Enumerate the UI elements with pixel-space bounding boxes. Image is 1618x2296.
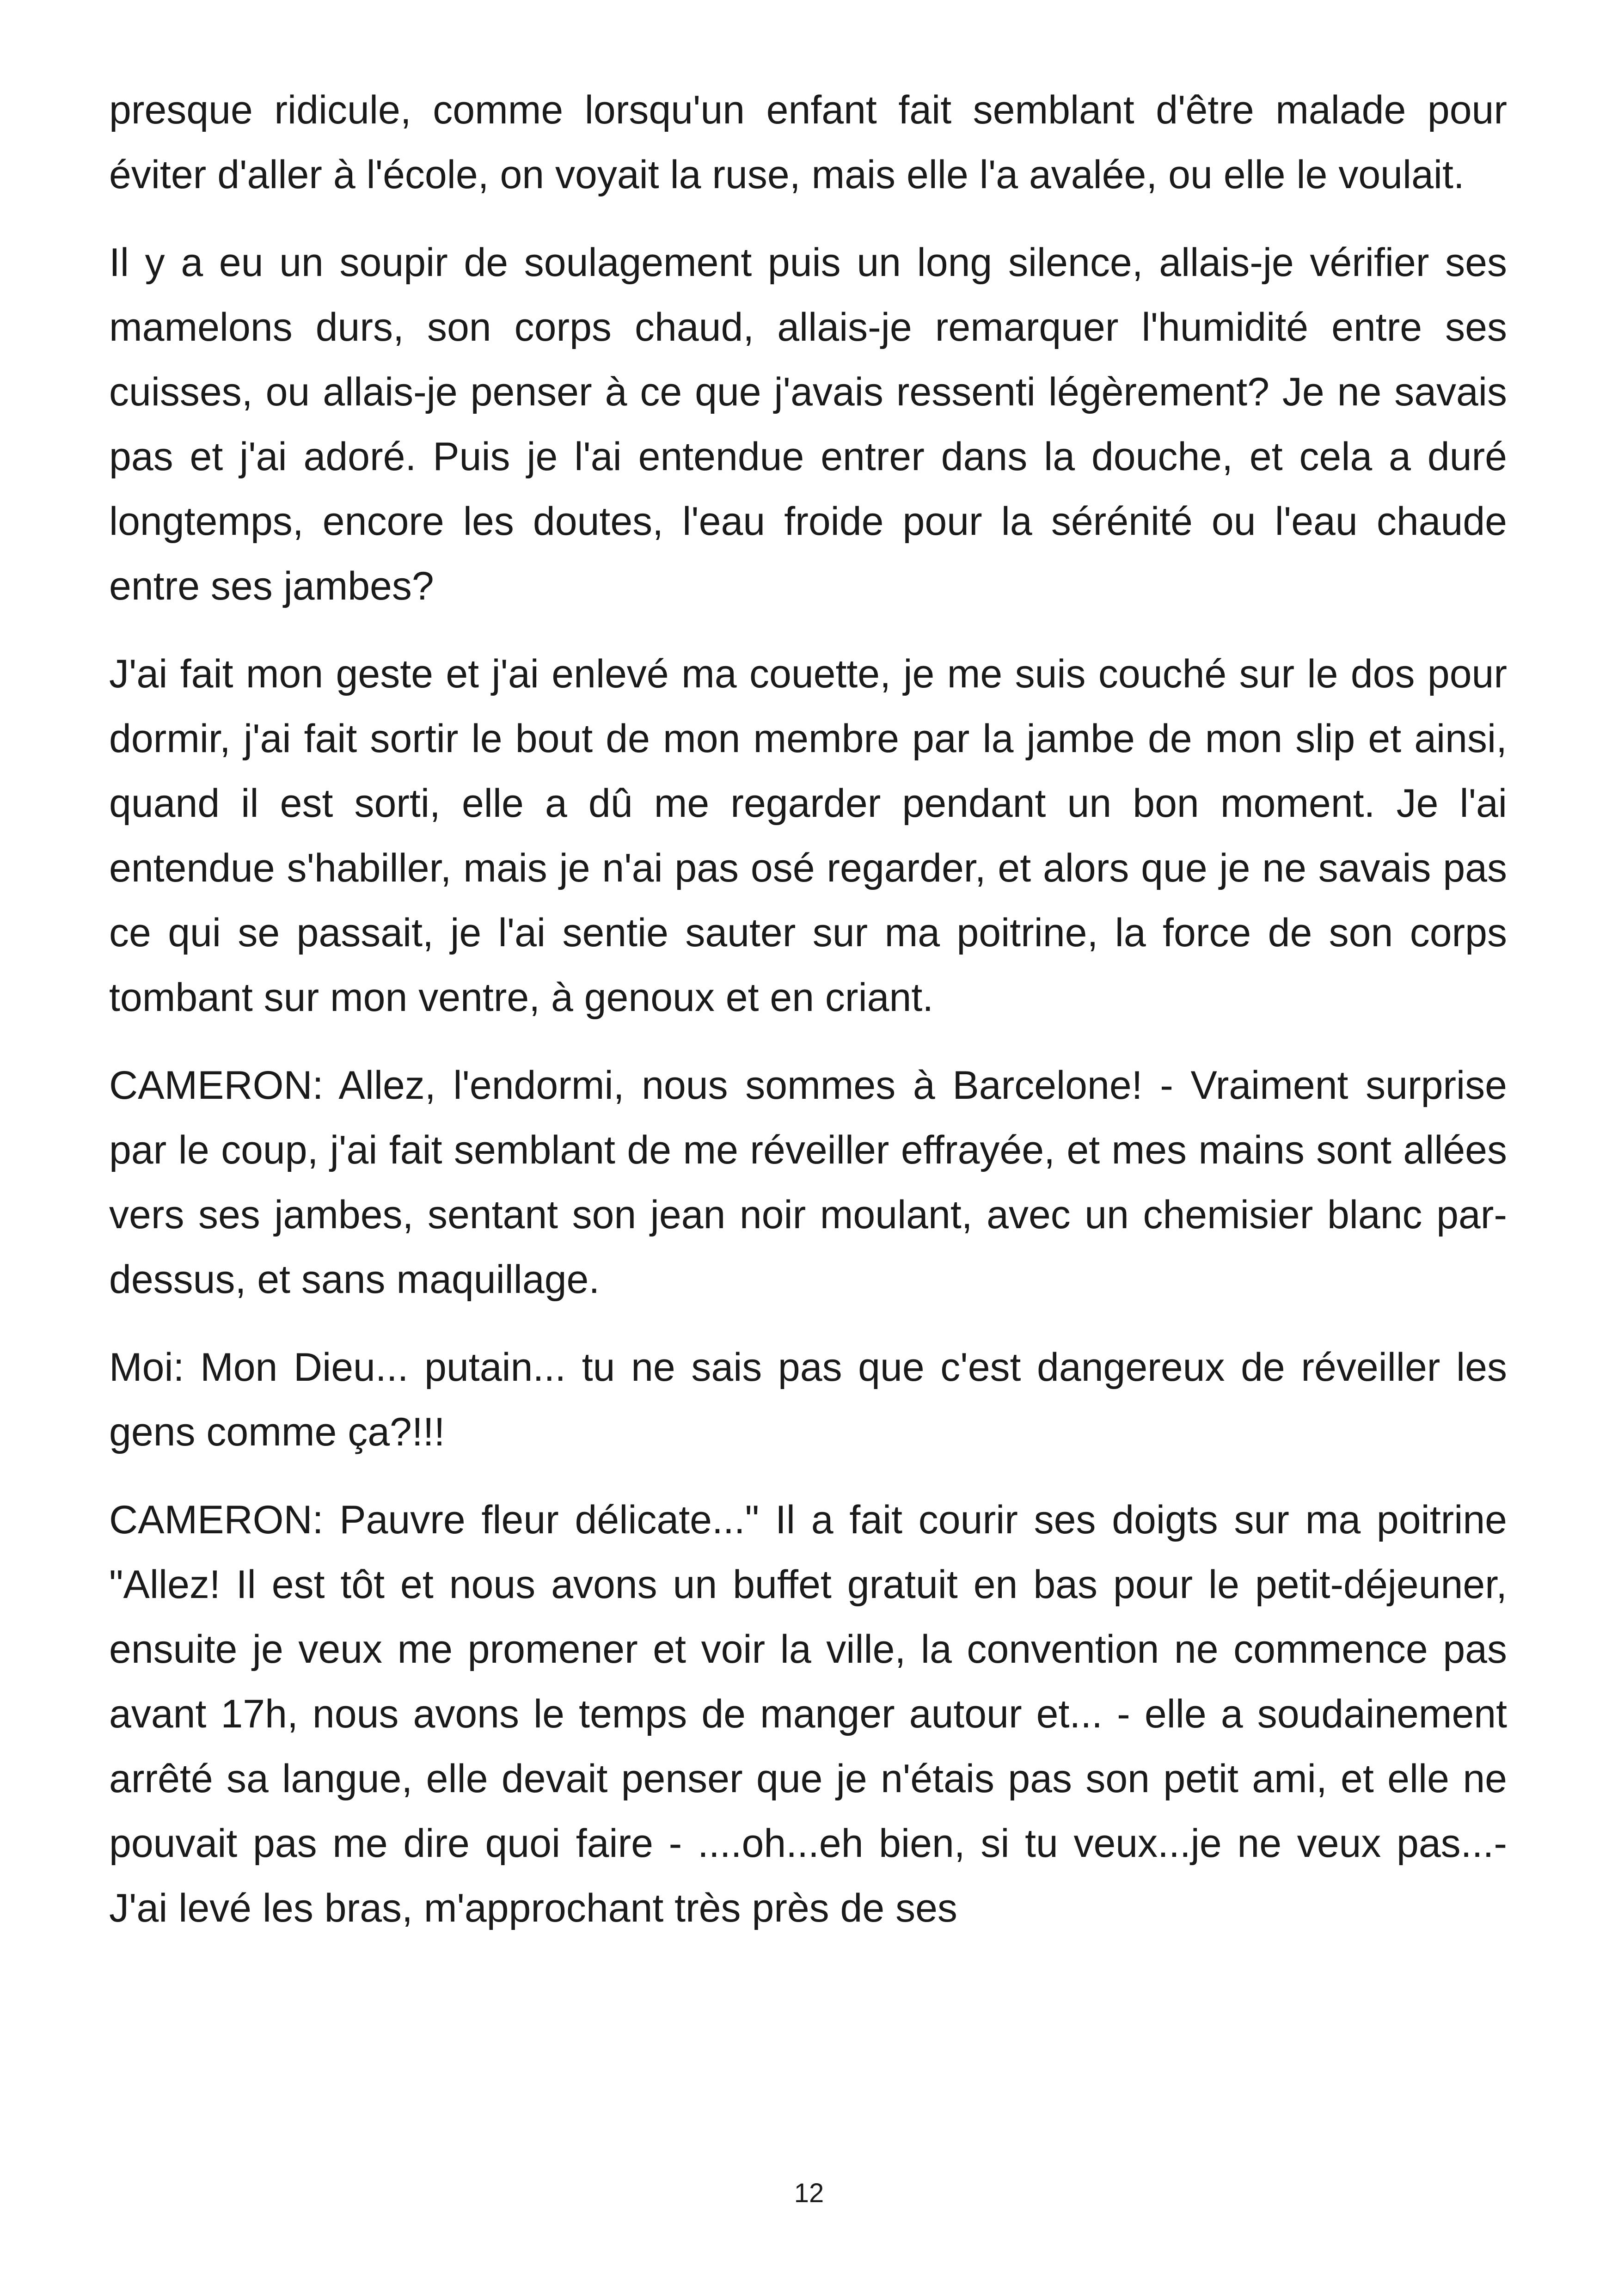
paragraph: J'ai fait mon geste et j'ai enlevé ma couette, je me suis couché sur le dos pour dormir, j'ai fait sortir le bout de mon membre par la jambe de mon slip et ainsi, quand il est sorti, elle a dû me regarder pendant un bon moment. Je l'ai entendue s'habiller, mais je n'ai pas osé regarder, et alors que je ne savais pas ce qui se passait, je l'ai sentie sauter sur ma poitrine, la force de son corps tombant sur mon ventre, à genoux et en criant. [109, 652, 1507, 1020]
paragraph: Il y a eu un soupir de soulagement puis un long silence, allais-je vérifier ses mamelons durs, son corps chaud, allais-je remarquer l'humidité entre ses cuisses, ou allais-je penser à ce que j'avais ressenti légèrement? Je ne savais pas et j'ai adoré. Puis je l'ai entendue entrer dans la douche, et cela a duré longtemps, encore les doutes, l'eau froide pour la sérénité ou l'eau chaude entre ses jambes? [109, 240, 1507, 608]
page-number: 12 [794, 2178, 824, 2208]
paragraph: CAMERON: Allez, l'endormi, nous sommes à Barcelone! - Vraiment surprise par le coup, j'ai fait semblant de me réveiller effrayée, et mes mains sont allées vers ses jambes, sentant son jean noir moulant, avec un chemisier blanc par-dessus, et sans maquillage. [109, 1063, 1507, 1302]
paragraph: presque ridicule, comme lorsqu'un enfant fait semblant d'être malade pour éviter d'aller à l'école, on voyait la ruse, mais elle l'a avalée, ou elle le voulait. [109, 88, 1507, 197]
paragraph: Moi: Mon Dieu... putain... tu ne sais pas que c'est dangereux de réveiller les gens comme ça?!!! [109, 1345, 1507, 1454]
paragraph: CAMERON: Pauvre fleur délicate..." Il a fait courir ses doigts sur ma poitrine "Allez! Il est tôt et nous avons un buffet gratuit en bas pour le petit-déjeuner, ensuite je veux me promener et voir la ville, la convention ne commence pas avant 17h, nous avons le temps de manger autour et... - elle a soudainement arrêté sa langue, elle devait penser que je n'étais pas son petit ami, et elle ne pouvait pas me dire quoi faire - ....oh...eh bien, si tu veux...je ne veux pas...- J'ai levé les bras, m'approchant très près de ses [109, 1498, 1507, 1930]
text-body [109, 78, 1507, 1941]
